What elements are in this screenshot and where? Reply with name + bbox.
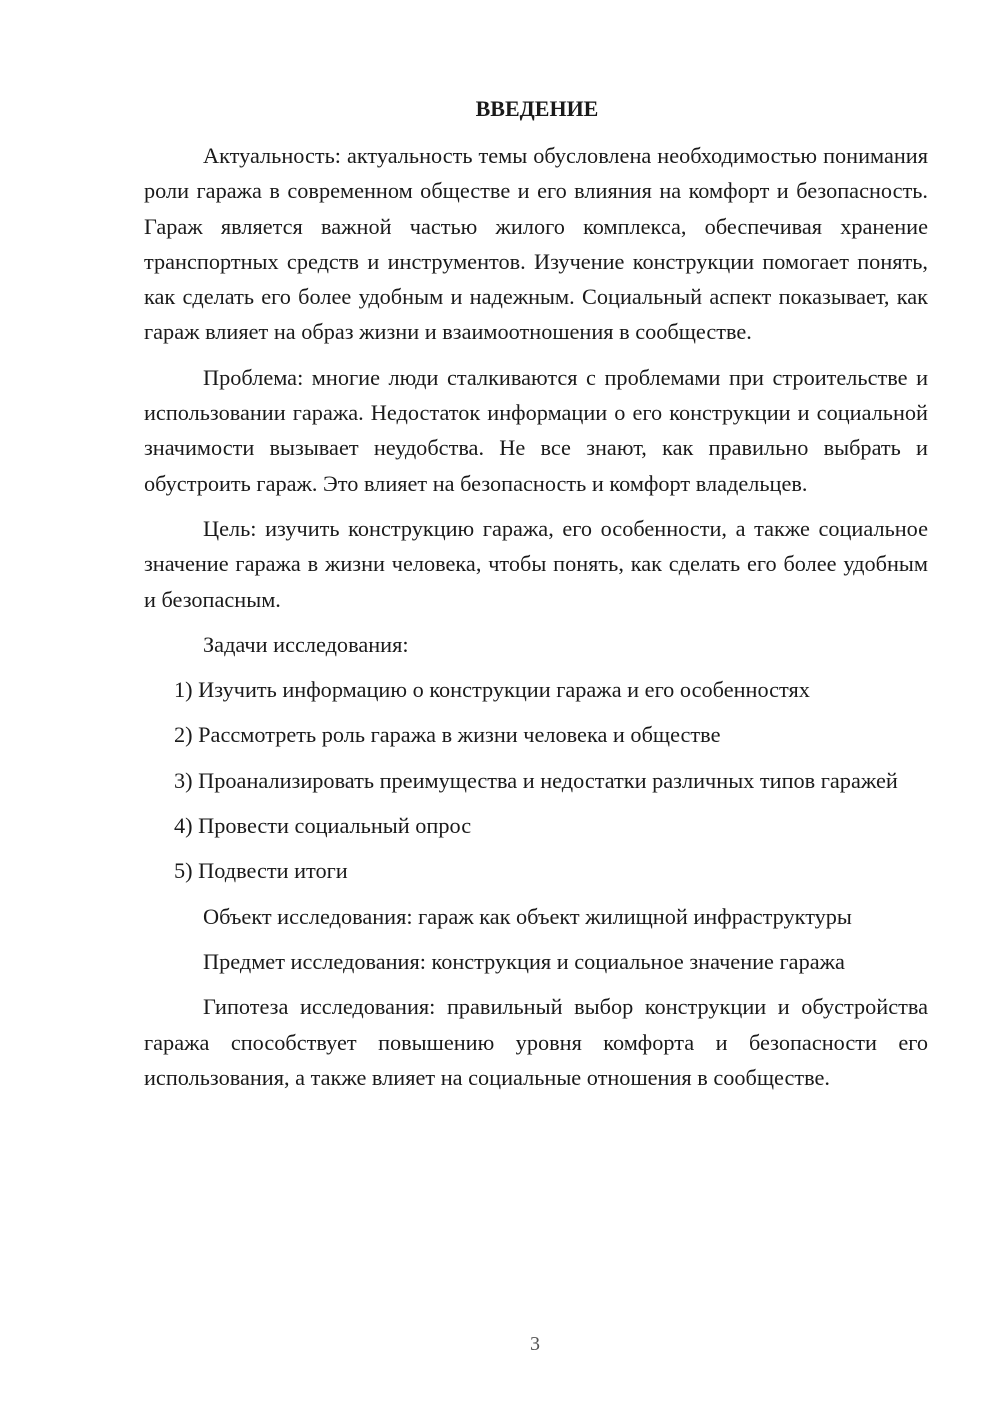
list-item: 4) Провести социальный опрос	[174, 813, 472, 839]
relevance-paragraph: Актуальность: актуальность темы обусловлена необходимостью понимания роли гаража в современном обществе и его влияния на комфорт и безопасность. Гараж является важной частью жилого комплекса, обеспечивая хранение транспортных средств и инструментов. Изучение конструкции помогает понять, как сделать его более удобным и надежным. Социальный аспект показывает, как гараж влияет на образ жизни и взаимоотношения в сообществе.	[144, 143, 928, 345]
document-page	[144, 92, 928, 1105]
tasks-title: Задачи исследования:	[203, 631, 409, 657]
list-item: 2) Рассмотреть роль гаража в жизни человека и обществе	[174, 722, 721, 748]
subject-paragraph: Предмет исследования: конструкция и социальное значение гаража	[203, 948, 845, 974]
goal-paragraph: Цель: изучить конструкцию гаража, его особенности, а также социальное значение гаража в жизни человека, чтобы понять, как сделать его более удобным и безопасным.	[144, 515, 928, 612]
problem-paragraph: Проблема: многие люди сталкиваются с проблемами при строительстве и использовании гаража. Недостаток информации о его конструкции и социальной значимости вызывает неудобства. Не все знают, как правильно выбрать и обустроить гараж. Это влияет на безопасность и комфорт владельцев.	[144, 364, 928, 496]
object-paragraph: Объект исследования: гараж как объект жилищной инфраструктуры	[203, 903, 852, 929]
list-item: 3) Проанализировать преимущества и недостатки различных типов гаражей	[174, 767, 898, 793]
list-item: 1) Изучить информацию о конструкции гаража и его особенностях	[174, 677, 810, 703]
section-heading: ВВЕДЕНИЕ	[475, 96, 599, 121]
hypothesis-paragraph: Гипотеза исследования: правильный выбор конструкции и обустройства гаража способствует повышению уровня комфорта и безопасности его использования, а также влияет на социальные отношения в сообществе.	[144, 994, 928, 1090]
list-item: 5) Подвести итоги	[174, 858, 348, 884]
tasks-list	[144, 672, 928, 888]
page-number: 3	[530, 1333, 540, 1355]
